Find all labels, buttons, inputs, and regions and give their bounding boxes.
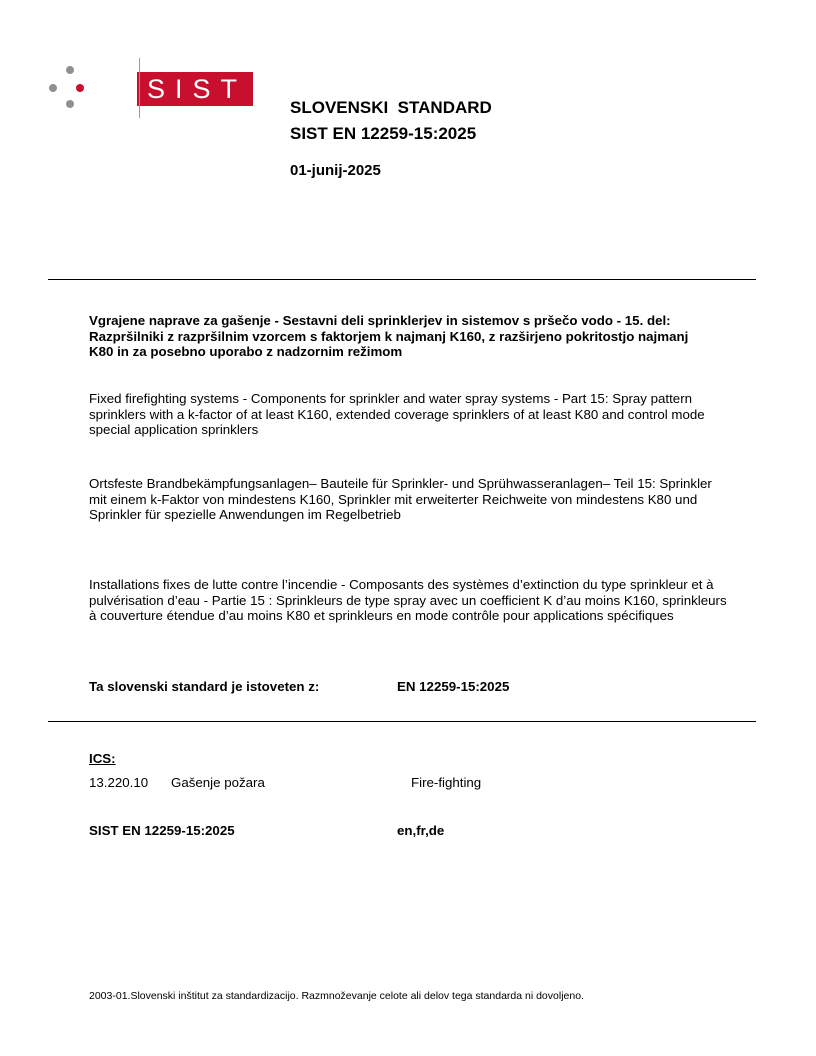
logo-dot-icon (66, 66, 74, 74)
ics-description-sl: Gašenje požara (171, 775, 265, 790)
copyright-footer: 2003-01.Slovenski inštitut za standardizacijo. Razmnoževanje celote ali delov tega standarda ni dovoljeno. (89, 990, 584, 1002)
standard-title-line1: SLOVENSKI STANDARD (290, 98, 492, 117)
divider-bottom (48, 721, 756, 722)
title-english: Fixed firefighting systems - Components for sprinkler and water spray systems - Part 15: Spray pattern sprinklers with a k-factor of at least K160, extended coverage sprinklers of at least K80 and control mode special application sprinklers (89, 391, 705, 437)
divider-top (48, 279, 756, 280)
title-slovenian: Vgrajene naprave za gašenje - Sestavni deli sprinklerjev in sistemov s pršečo vodo - 15. del: Razpršilniki z razpršilnim vzorcem s faktorjem k najmanj K160, z razširjeno pokritostjo najmanj K80 in za posebno uporabo z nadzornim režimom (89, 313, 689, 359)
logo-divider (139, 58, 140, 118)
standard-title (290, 95, 492, 147)
logo-dot-icon (76, 84, 84, 92)
document-id: SIST EN 12259-15:2025 (89, 823, 235, 838)
logo-wordmark: SIST (137, 72, 253, 106)
standard-title-line2: SIST EN 12259-15:2025 (290, 124, 477, 143)
ics-label: ICS: (89, 751, 116, 766)
document-languages: en,fr,de (397, 823, 445, 838)
ics-code: 13.220.10 (89, 775, 149, 790)
identical-label: Ta slovenski standard je istoveten z: (89, 679, 320, 694)
logo-dot-icon (66, 100, 74, 108)
logo-dot-icon (49, 84, 57, 92)
title-german: Ortsfeste Brandbekämpfungsanlagen– Bauteile für Sprinkler- und Sprühwasseranlagen– Teil 15: Sprinkler mit einem k-Faktor von mindestens K160, Sprinkler mit erweiterter Reichweite von mindestens K80 und Sprinkler für spezielle Anwendungen im Regelbetrieb (89, 476, 712, 522)
identical-value: EN 12259-15:2025 (397, 679, 510, 694)
sist-logo (48, 62, 247, 122)
ics-description-en: Fire-fighting (411, 775, 482, 790)
publication-date: 01-junij-2025 (290, 162, 381, 179)
title-french: Installations fixes de lutte contre l’incendie - Composants des systèmes d’extinction du type sprinkleur et à pulvérisation d’eau - Partie 15 : Sprinkleurs de type spray avec un coefficient K d’au moins K160, sprinkleurs à couverture étendue d’au moins K80 et sprinkleurs en mode contrôle pour applications spécifiques (89, 577, 727, 623)
